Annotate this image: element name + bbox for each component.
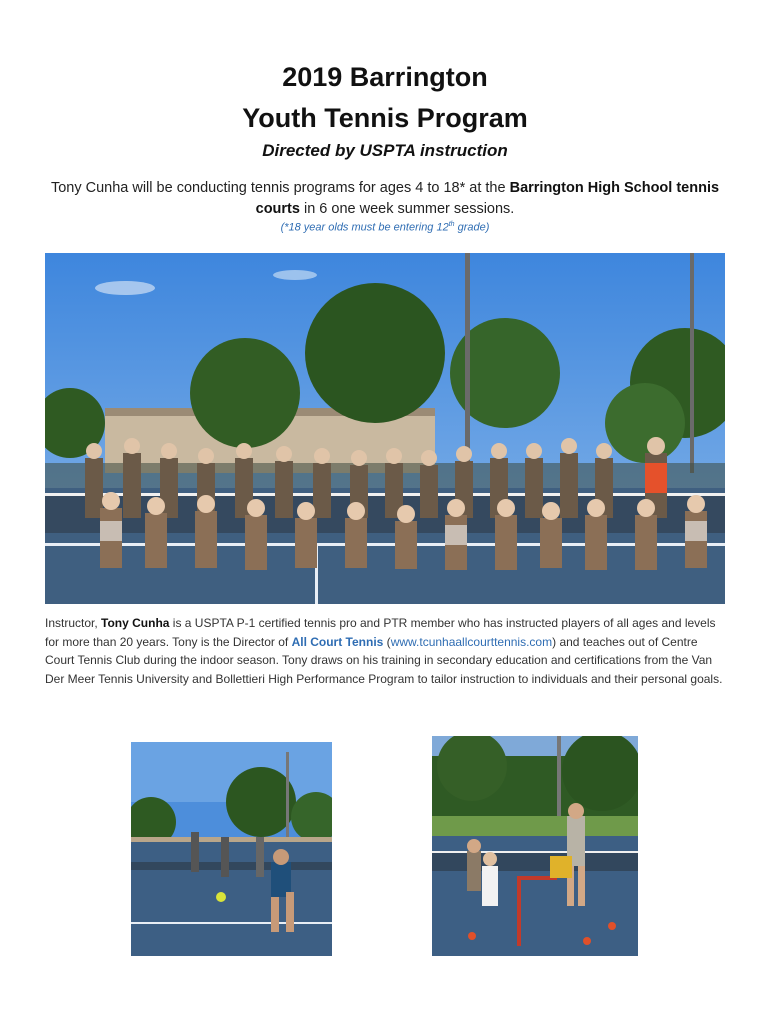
intro-text-1: Tony Cunha will be conducting tennis programs for ages 4 to 18* at the <box>50 180 510 196</box>
bio-website-link[interactable]: www.tcunhaallcourttennis.com <box>390 634 553 649</box>
page-subtitle: Directed by USPTA instruction <box>262 141 508 160</box>
age-note <box>0 221 770 234</box>
lesson-photo-left <box>131 742 332 956</box>
bio-text-2: is a USPTA P-1 certified tennis pro and PTR member who has instructed players of all ages and levels for more than 20 years. Tony is the Director of <box>45 616 716 649</box>
page-title-line2: Youth Tennis Program <box>242 103 528 133</box>
age-note-after: grade) <box>454 221 490 234</box>
bio-text-4: ) and teaches out of Centre Court Tennis Club during the indoor season. Tony draws on his training in secondary education and certifications from the Van Der Meer Tennis University and Bollettieri High Performance Program to tailor instruction to individuals and their personal goals. <box>45 634 723 686</box>
lesson-photo-right <box>432 736 638 956</box>
instructor-bio <box>45 614 727 688</box>
age-note-before: (*18 year olds must be entering 12 <box>280 221 449 234</box>
intro-paragraph <box>50 178 720 220</box>
intro-text-2: in 6 one week summer sessions. <box>299 201 515 217</box>
bio-organization: All Court Tennis <box>291 634 384 649</box>
bio-instructor-name: Tony Cunha <box>101 616 170 630</box>
intro-location: Barrington High School tennis courts <box>255 180 720 217</box>
age-note-sup: th <box>448 221 455 228</box>
bio-text-1: Instructor, <box>45 616 102 630</box>
page-title-line1: 2019 Barrington <box>282 62 488 92</box>
group-photo <box>45 253 725 604</box>
bio-text-3: ( <box>383 634 391 649</box>
